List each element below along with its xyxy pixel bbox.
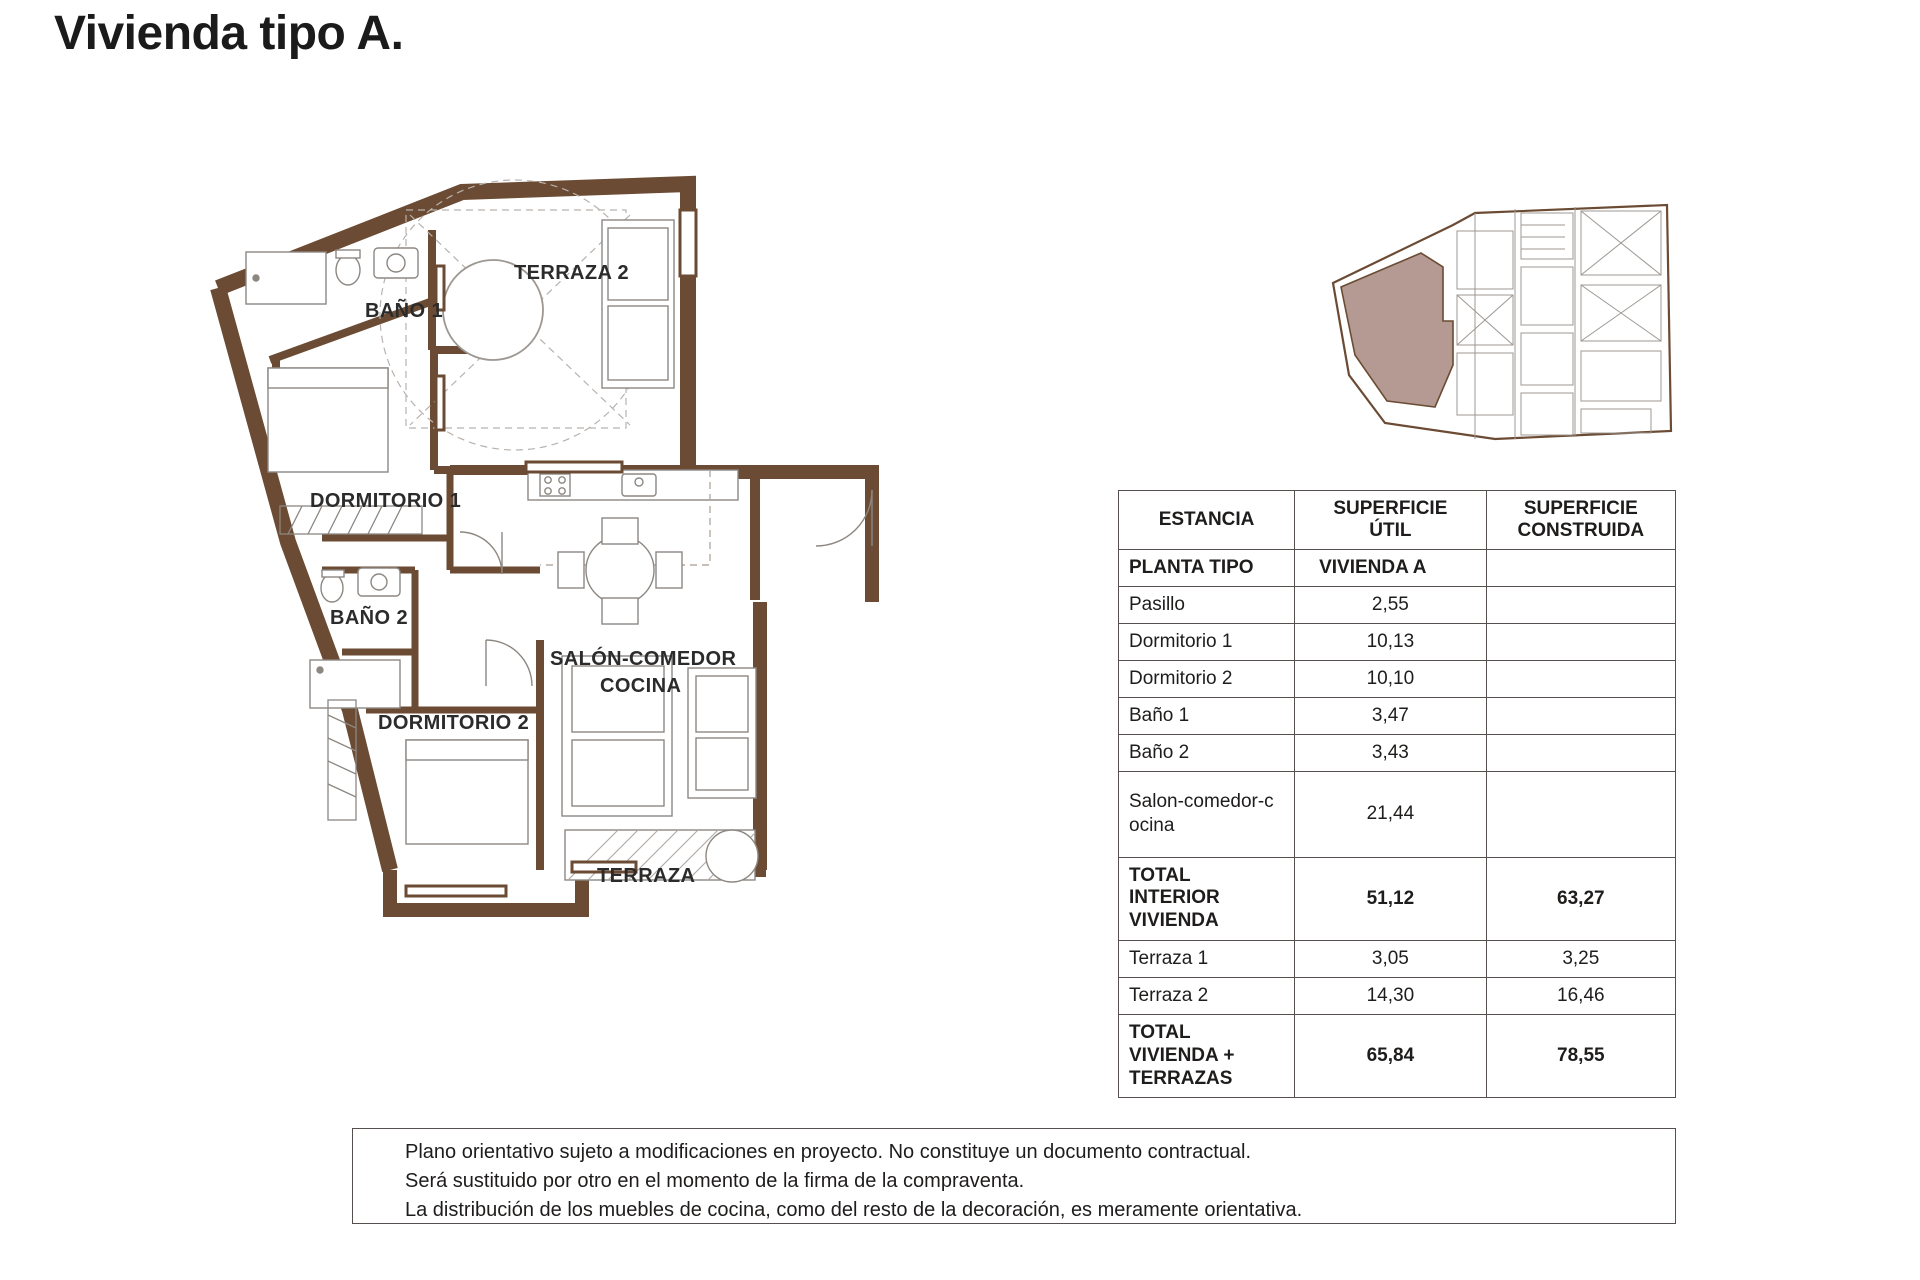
table-row: [1119, 1015, 1676, 1098]
table-row: [1119, 941, 1676, 978]
plan-label-terraza-1: TERRAZA: [597, 865, 696, 887]
bedroom2-bed: [406, 740, 528, 844]
row-name: Terraza 1: [1119, 941, 1295, 978]
row-util: 51,12: [1295, 857, 1487, 940]
row-constr: [1486, 697, 1675, 734]
header-superficie-util: [1295, 491, 1487, 550]
surface-table: [1118, 490, 1676, 1098]
table-row: [1119, 623, 1676, 660]
row-util: 3,47: [1295, 697, 1487, 734]
header-superficie-construida-line2: CONSTRUIDA: [1517, 519, 1645, 541]
row-constr: [1486, 734, 1675, 771]
row-constr: [1486, 660, 1675, 697]
bath1-fixtures: [246, 248, 418, 304]
table-row: [1119, 697, 1676, 734]
row-name: Baño 2: [1119, 734, 1295, 771]
locator-key-plan: [1325, 195, 1675, 445]
row-constr: 63,27: [1486, 857, 1675, 940]
table-row-section: [1119, 549, 1676, 586]
row-util: 14,30: [1295, 978, 1487, 1015]
floor-plan-svg: [210, 170, 1110, 1120]
disclaimer-line-3: La distribución de los muebles de cocina, como del resto de la decoración, es meramente orientativa.: [405, 1199, 1303, 1221]
table-row: [1119, 734, 1676, 771]
row-util: 10,10: [1295, 660, 1487, 697]
row-name: TOTAL INTERIOR VIVIENDA: [1119, 857, 1295, 940]
row-util: 21,44: [1295, 771, 1487, 857]
row-name: Dormitorio 2: [1119, 660, 1295, 697]
plan-label-bano-2: BAÑO 2: [330, 607, 408, 629]
header-superficie-util-line2: ÚTIL: [1369, 519, 1412, 541]
table-row: [1119, 978, 1676, 1015]
plan-label-terraza-2: TERRAZA 2: [514, 262, 630, 284]
floor-plan-drawing: [210, 170, 1110, 1120]
row-name: Terraza 2: [1119, 978, 1295, 1015]
table-header-row: [1119, 491, 1676, 550]
row-constr: [1486, 771, 1675, 857]
disclaimer-line-1: Plano orientativo sujeto a modificaciones en proyecto. No constituye un documento contractual.: [405, 1141, 1252, 1163]
row-util: 65,84: [1295, 1015, 1487, 1098]
table-row: [1119, 857, 1676, 940]
section-empty: [1486, 549, 1675, 586]
table-row: [1119, 660, 1676, 697]
row-constr: [1486, 623, 1675, 660]
plan-label-dormitorio-1: DORMITORIO 1: [310, 490, 462, 512]
row-util: 3,05: [1295, 941, 1487, 978]
plan-label-dormitorio-2: DORMITORIO 2: [378, 712, 530, 734]
row-util: 10,13: [1295, 623, 1487, 660]
row-name: TOTAL VIVIENDA + TERRAZAS: [1119, 1015, 1295, 1098]
table-body: [1119, 549, 1676, 1098]
row-name: Salon-comedor-cocina: [1119, 771, 1295, 857]
row-constr: 3,25: [1486, 941, 1675, 978]
door-swings: [434, 370, 872, 686]
plan-label-salon-comedor: SALÓN-COMEDOR: [550, 648, 737, 670]
header-estancia: ESTANCIA: [1119, 491, 1295, 550]
plan-label-cocina: COCINA: [600, 675, 682, 697]
page-title: Vivienda tipo A.: [54, 7, 404, 60]
row-util: 2,55: [1295, 586, 1487, 623]
dining-set: [558, 518, 682, 624]
table-row: [1119, 586, 1676, 623]
row-util: 3,43: [1295, 734, 1487, 771]
table-header: [1119, 491, 1676, 550]
plan-label-bano-1: BAÑO 1: [365, 300, 443, 322]
row-name: Pasillo: [1119, 586, 1295, 623]
row-constr: 78,55: [1486, 1015, 1675, 1098]
header-superficie-construida-line1: SUPERFICIE: [1523, 498, 1638, 519]
disclaimer-box: [352, 1128, 1676, 1224]
row-constr: [1486, 586, 1675, 623]
kitchen-counter: [528, 470, 738, 500]
row-name: Dormitorio 1: [1119, 623, 1295, 660]
table-row: [1119, 771, 1676, 857]
locator-svg: [1325, 195, 1675, 445]
header-superficie-construida: [1486, 491, 1675, 550]
disclaimer-line-2: Será sustituido por otro en el momento de la firma de la compraventa.: [405, 1170, 1025, 1192]
terrace2-sofa: [602, 220, 674, 388]
row-name: Baño 1: [1119, 697, 1295, 734]
row-constr: 16,46: [1486, 978, 1675, 1015]
section-value: VIVIENDA A: [1295, 549, 1487, 586]
header-superficie-util-line1: SUPERFICIE: [1333, 498, 1448, 519]
section-label: PLANTA TIPO: [1119, 549, 1295, 586]
bedroom1-bed: [268, 368, 388, 472]
